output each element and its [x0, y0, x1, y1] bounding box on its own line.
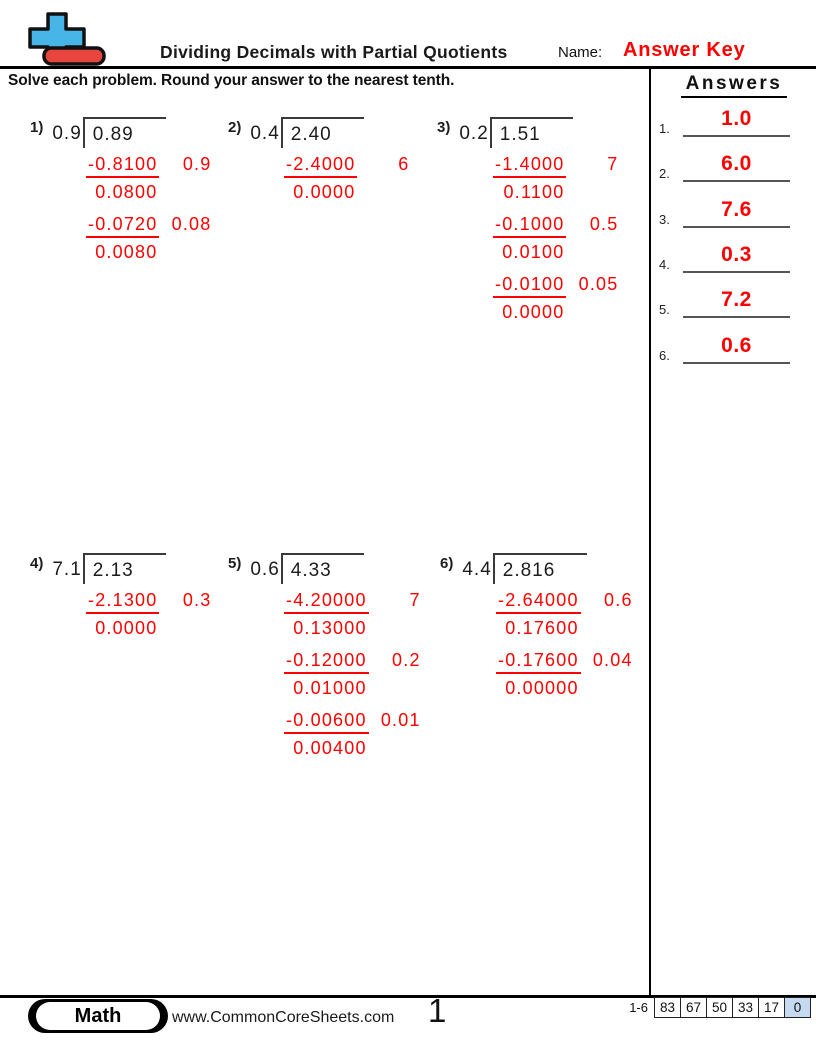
instructions: Solve each problem. Round your answer to the nearest tenth.: [8, 72, 455, 89]
subject-badge-label: Math: [36, 1002, 160, 1030]
subtraction-amount: -1.4000: [493, 154, 566, 178]
name-label: Name:: [558, 44, 603, 61]
score-range-label: 1-6: [629, 1000, 648, 1015]
score-box: 0: [785, 998, 810, 1017]
division-bracket: [83, 117, 166, 148]
partial-quotient: 0.9: [182, 154, 212, 174]
dividend: 1.51: [499, 124, 541, 145]
dividend: 2.816: [502, 560, 556, 581]
partial-quotient-work: [284, 154, 409, 203]
partial-quotient: 0.5: [589, 214, 619, 234]
division-bracket: [281, 553, 364, 584]
remainder-amount: 0.00000: [505, 678, 579, 698]
problem-6: [440, 553, 633, 699]
problem-4: [30, 553, 211, 639]
divisor: 4.4: [462, 559, 492, 580]
answer-item: [652, 188, 816, 228]
problem-1: [30, 117, 211, 263]
subtraction-amount: -4.20000: [284, 590, 369, 614]
problem-number: 2): [228, 119, 242, 136]
plus-minus-logo-icon: [20, 11, 110, 67]
answer-item: [652, 233, 816, 273]
problem-number: 6): [440, 555, 454, 572]
partial-quotient: 0.6: [604, 590, 633, 610]
remainder-amount: 0.01000: [293, 678, 367, 698]
problem-number: 1): [30, 119, 44, 136]
score-box: 33: [733, 998, 758, 1017]
answer-value: 6.0: [721, 152, 752, 176]
score-box: 17: [759, 998, 784, 1017]
dividend: 0.89: [92, 124, 134, 145]
division-bracket: [83, 553, 166, 584]
answer-line: [683, 180, 790, 182]
dividend: 2.13: [92, 560, 134, 581]
answer-number: 2.: [659, 166, 670, 182]
remainder-amount: 0.0000: [95, 618, 158, 638]
answer-value: 0.6: [721, 333, 752, 357]
problem-header: [30, 117, 211, 148]
problem-header: [437, 117, 618, 148]
score-box: 67: [681, 998, 706, 1017]
answer-value: 7.2: [721, 288, 752, 312]
answer-number: 1.: [659, 121, 670, 136]
answer-value: 1.0: [721, 107, 752, 130]
divisor: 0.2: [459, 123, 489, 144]
answer-value: 0.3: [721, 242, 752, 266]
problem-5: [228, 553, 421, 759]
partial-quotient-work: [496, 590, 633, 699]
answer-value: 7.6: [721, 197, 752, 221]
remainder-amount: 0.0100: [502, 242, 565, 262]
answer-line: [683, 135, 790, 137]
answer-line: [683, 362, 790, 364]
remainder-amount: 0.00400: [293, 738, 367, 758]
problem-3: [437, 117, 618, 323]
subject-badge: [28, 999, 168, 1033]
partial-quotient: 7: [607, 154, 619, 174]
partial-quotient: 0.3: [182, 590, 212, 610]
division-bracket: [493, 553, 588, 584]
partial-quotient: 0.05: [578, 274, 619, 294]
subtraction-amount: -2.1300: [86, 590, 159, 614]
answers-heading-wrap: [652, 73, 816, 98]
answer-number: 4.: [659, 256, 670, 272]
subtraction-amount: -0.12000: [284, 650, 369, 674]
division-bracket: [281, 117, 364, 148]
answer-item: [652, 278, 816, 318]
subtraction-amount: -0.0100: [493, 274, 566, 298]
answer-line: [683, 271, 790, 273]
remainder-amount: 0.0080: [95, 242, 158, 262]
dividend: 4.33: [290, 560, 332, 581]
remainder-amount: 0.0000: [502, 302, 565, 322]
remainder-amount: 0.0000: [293, 182, 356, 202]
website-url: www.CommonCoreSheets.com: [172, 1009, 395, 1026]
subtraction-amount: -0.8100: [86, 154, 159, 178]
answer-number: 3.: [659, 211, 670, 227]
name-value: Answer Key: [623, 39, 746, 61]
remainder-amount: 0.1100: [503, 182, 565, 202]
problem-2: [228, 117, 409, 203]
subtraction-amount: -0.1000: [493, 214, 566, 238]
answer-item: [652, 324, 816, 364]
partial-quotient-work: [86, 590, 211, 639]
remainder-amount: 0.0800: [95, 182, 158, 202]
partial-quotient: 6: [398, 154, 410, 174]
remainder-amount: 0.13000: [293, 618, 367, 638]
division-bracket: [490, 117, 573, 148]
answer-item: [652, 142, 816, 182]
partial-quotient: 0.01: [380, 710, 421, 730]
problem-header: [440, 553, 633, 584]
partial-quotient: 7: [409, 590, 421, 610]
problem-number: 5): [228, 555, 242, 572]
partial-quotient: 0.04: [592, 650, 633, 670]
divisor: 0.6: [250, 559, 280, 580]
divisor: 7.1: [52, 559, 82, 580]
subtraction-amount: -0.17600: [496, 650, 581, 674]
answer-line: [683, 316, 790, 318]
partial-quotient: 0.08: [171, 214, 212, 234]
score-box: 83: [655, 998, 680, 1017]
answer-number: 6.: [659, 347, 670, 363]
problem-header: [228, 117, 409, 148]
divisor: 0.9: [52, 123, 82, 144]
score-boxes: [654, 997, 811, 1018]
partial-quotient-work: [86, 154, 211, 263]
answer-item: [652, 97, 816, 137]
answer-number: 5.: [659, 302, 670, 318]
problem-number: 4): [30, 555, 44, 572]
answers-heading: Answers: [681, 73, 788, 98]
problem-header: [30, 553, 211, 584]
dividend: 2.40: [290, 124, 332, 145]
partial-quotient-work: [493, 154, 618, 323]
partial-quotient-work: [284, 590, 421, 759]
subtraction-amount: -2.4000: [284, 154, 357, 178]
divisor: 0.4: [250, 123, 280, 144]
subtraction-amount: -0.0720: [86, 214, 159, 238]
remainder-amount: 0.17600: [505, 618, 579, 638]
partial-quotient: 0.2: [392, 650, 421, 670]
answer-line: [683, 226, 790, 228]
answers-panel: [652, 69, 816, 995]
page-number: 1: [428, 992, 447, 1029]
problem-header: [228, 553, 421, 584]
score-box: 50: [707, 998, 732, 1017]
problem-number: 3): [437, 119, 451, 136]
page-title: Dividing Decimals with Partial Quotients: [160, 42, 508, 62]
answers-divider: [649, 69, 651, 995]
subtraction-amount: -2.64000: [496, 590, 581, 614]
subtraction-amount: -0.00600: [284, 710, 369, 734]
